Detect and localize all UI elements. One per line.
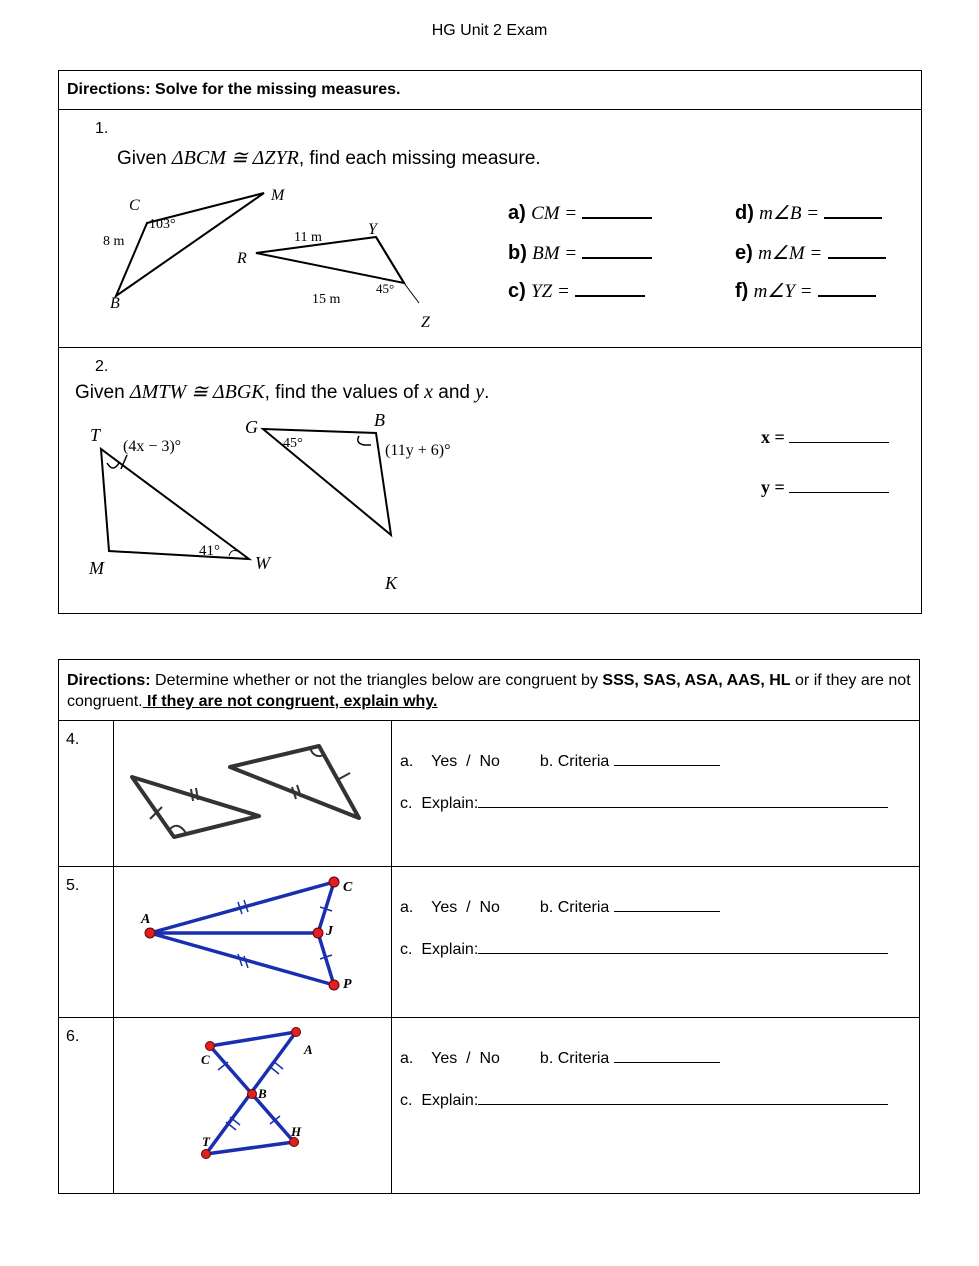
label-r: R <box>237 250 247 267</box>
label-c: C <box>129 197 140 214</box>
criteria-blank[interactable] <box>614 1048 720 1063</box>
label-m: M <box>271 187 285 204</box>
question-number: 2. <box>95 358 109 375</box>
table-row <box>59 721 920 867</box>
answer-e-blank[interactable] <box>828 239 886 259</box>
directions-text: Directions: Solve for the missing measures. <box>67 81 401 98</box>
explain-blank[interactable] <box>478 939 888 954</box>
label-z: Z <box>421 314 430 331</box>
label-c: C <box>201 1052 210 1067</box>
side-cb-label: 8 m <box>103 234 125 249</box>
label-p: P <box>343 977 352 992</box>
answer-d-blank[interactable] <box>824 199 882 219</box>
answer-f-blank[interactable] <box>818 277 876 297</box>
yes-no-choice[interactable]: Yes / No <box>431 753 500 770</box>
angle-b-label: (11y + 6)° <box>385 442 451 459</box>
answer-c-blank[interactable] <box>575 277 645 297</box>
question-number: 1. <box>95 120 109 137</box>
label-k: K <box>385 573 398 593</box>
q2-triangles-figure <box>59 411 479 601</box>
answer-b: b) BM = <box>508 239 652 265</box>
angle-w-label: 41° <box>199 543 220 559</box>
answer-f: f) m∠Y = <box>735 277 876 303</box>
section-congruence <box>58 659 922 1191</box>
angle-z-label: 45° <box>376 281 395 296</box>
row-number: 5. <box>66 877 80 894</box>
label-b: B <box>258 1086 267 1101</box>
label-a: A <box>304 1042 313 1057</box>
x-answer: x = <box>761 427 889 448</box>
q1-congruence: ΔBCM ≅ ΔZYR <box>171 147 299 169</box>
yes-no-choice[interactable]: Yes / No <box>431 1050 500 1067</box>
yes-no-choice[interactable]: Yes / No <box>431 899 500 916</box>
label-t: T <box>202 1134 210 1149</box>
q4-triangles-figure <box>114 721 391 861</box>
answer-b-blank[interactable] <box>582 239 652 259</box>
section-missing-measures <box>58 70 922 614</box>
row-explain: c. Explain: <box>392 771 919 813</box>
directions-row <box>59 71 921 110</box>
row-number: 4. <box>66 731 80 748</box>
explain-blank[interactable] <box>478 1090 888 1105</box>
section-divider <box>59 347 921 348</box>
y-answer: y = <box>761 477 889 498</box>
angle-c-label: 103° <box>149 217 176 232</box>
side-ry-label: 11 m <box>294 230 322 245</box>
label-j: J <box>326 924 333 939</box>
side-rz-label: 15 m <box>312 292 341 307</box>
y-answer-blank[interactable] <box>789 478 889 493</box>
label-c: C <box>343 880 353 895</box>
table-row <box>59 1018 920 1194</box>
directions-text: Directions: Determine whether or not the triangles below are congruent by SSS, SAS, ASA, AAS, HL or if they are not congruent. If they are not congruent, explain why. <box>67 672 911 710</box>
answer-d: d) m∠B = <box>735 199 882 225</box>
congruence-table <box>58 659 920 1194</box>
q1-given: Given ΔBCM ≅ ΔZYR, find each missing measure. <box>117 147 541 169</box>
answer-a: a) CM = <box>508 199 652 225</box>
q5-triangles-figure <box>114 867 391 1012</box>
x-answer-blank[interactable] <box>789 428 889 443</box>
row-answers: a. Yes / No b. Criteria <box>392 1018 919 1068</box>
label-b: B <box>374 411 385 430</box>
label-b: B <box>110 295 120 312</box>
angle-g-label: 45° <box>283 436 303 451</box>
row-number: 6. <box>66 1028 80 1045</box>
angle-t-label: (4x − 3)° <box>123 438 182 455</box>
q1-triangles-figure <box>59 181 479 341</box>
q2-congruence: ΔMTW ≅ ΔBGK <box>129 381 265 403</box>
label-t: T <box>90 425 101 445</box>
answer-e: e) m∠M = <box>735 239 886 265</box>
q2-given: Given ΔMTW ≅ ΔBGK, find the values of x and y. <box>75 381 490 403</box>
directions-cell <box>59 660 920 721</box>
criteria-blank[interactable] <box>614 751 720 766</box>
criteria-blank[interactable] <box>614 897 720 912</box>
row-explain: c. Explain: <box>392 917 919 959</box>
row-answers: a. Yes / No b. Criteria <box>392 867 919 917</box>
row-answers: a. Yes / No b. Criteria <box>392 721 919 771</box>
answer-a-blank[interactable] <box>582 199 652 219</box>
label-a: A <box>141 912 151 927</box>
label-w: W <box>255 553 270 573</box>
q6-triangles-figure <box>114 1018 391 1188</box>
page-title: HG Unit 2 Exam <box>431 22 548 39</box>
answer-c: c) YZ = <box>508 277 645 303</box>
table-row <box>59 867 920 1018</box>
label-h: H <box>291 1124 302 1139</box>
explain-blank[interactable] <box>478 793 888 808</box>
label-m: M <box>89 558 104 578</box>
label-y: Y <box>368 221 377 238</box>
row-explain: c. Explain: <box>392 1068 919 1110</box>
label-g: G <box>245 417 258 437</box>
